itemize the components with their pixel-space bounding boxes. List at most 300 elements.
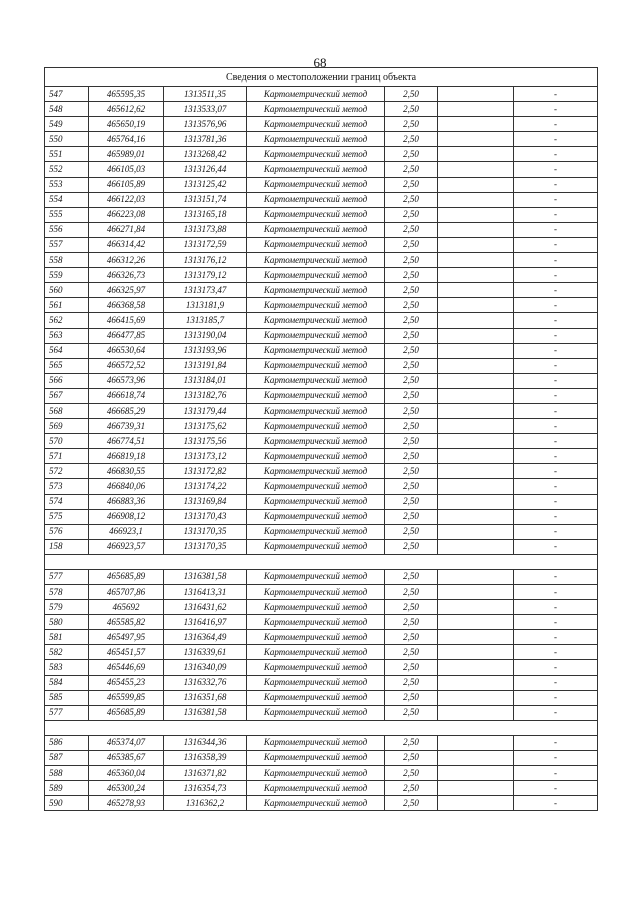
accuracy-cell: 2,50 — [385, 509, 438, 524]
note-cell: - — [514, 253, 598, 268]
point-number-cell: 589 — [45, 781, 89, 796]
table-row — [45, 237, 598, 252]
description-cell — [438, 268, 514, 283]
accuracy-cell: 2,50 — [385, 253, 438, 268]
method-cell: Картометрический метод — [247, 449, 385, 464]
table-row — [45, 268, 598, 283]
accuracy-cell: 2,50 — [385, 268, 438, 283]
x-coordinate-cell: 466325,97 — [89, 283, 164, 298]
description-cell — [438, 464, 514, 479]
y-coordinate-cell: 1316416,97 — [164, 615, 247, 630]
note-cell: - — [514, 524, 598, 539]
y-coordinate-cell: 1313173,47 — [164, 283, 247, 298]
accuracy-cell: 2,50 — [385, 600, 438, 615]
method-cell: Картометрический метод — [247, 237, 385, 252]
accuracy-cell: 2,50 — [385, 388, 438, 403]
method-cell: Картометрический метод — [247, 615, 385, 630]
x-coordinate-cell: 465599,85 — [89, 690, 164, 705]
x-coordinate-cell: 465497,95 — [89, 630, 164, 645]
y-coordinate-cell: 1313170,35 — [164, 539, 247, 554]
description-cell — [438, 766, 514, 781]
x-coordinate-cell: 466739,31 — [89, 419, 164, 434]
description-cell — [438, 132, 514, 147]
x-coordinate-cell: 465612,62 — [89, 102, 164, 117]
method-cell: Картометрический метод — [247, 343, 385, 358]
method-cell: Картометрический метод — [247, 132, 385, 147]
table-row — [45, 569, 598, 584]
y-coordinate-cell: 1313151,74 — [164, 192, 247, 207]
accuracy-cell: 2,50 — [385, 615, 438, 630]
accuracy-cell: 2,50 — [385, 117, 438, 132]
y-coordinate-cell: 1313179,12 — [164, 268, 247, 283]
description-cell — [438, 373, 514, 388]
accuracy-cell: 2,50 — [385, 298, 438, 313]
y-coordinate-cell: 1313126,44 — [164, 162, 247, 177]
y-coordinate-cell: 1313184,01 — [164, 373, 247, 388]
x-coordinate-cell: 466530,64 — [89, 343, 164, 358]
method-cell: Картометрический метод — [247, 298, 385, 313]
description-cell — [438, 117, 514, 132]
note-cell: - — [514, 660, 598, 675]
method-cell: Картометрический метод — [247, 388, 385, 403]
point-number-cell: 571 — [45, 449, 89, 464]
x-coordinate-cell: 466122,03 — [89, 192, 164, 207]
y-coordinate-cell: 1313268,42 — [164, 147, 247, 162]
description-cell — [438, 524, 514, 539]
point-number-cell: 575 — [45, 509, 89, 524]
accuracy-cell: 2,50 — [385, 419, 438, 434]
description-cell — [438, 403, 514, 418]
point-number-cell: 549 — [45, 117, 89, 132]
table-row — [45, 403, 598, 418]
accuracy-cell: 2,50 — [385, 524, 438, 539]
point-number-cell: 572 — [45, 464, 89, 479]
accuracy-cell: 2,50 — [385, 585, 438, 600]
description-cell — [438, 328, 514, 343]
description-cell — [438, 343, 514, 358]
y-coordinate-cell: 1313175,56 — [164, 434, 247, 449]
point-number-cell: 158 — [45, 539, 89, 554]
point-number-cell: 561 — [45, 298, 89, 313]
method-cell: Картометрический метод — [247, 781, 385, 796]
point-number-cell: 559 — [45, 268, 89, 283]
point-number-cell: 556 — [45, 222, 89, 237]
x-coordinate-cell: 466840,06 — [89, 479, 164, 494]
description-cell — [438, 660, 514, 675]
accuracy-cell: 2,50 — [385, 102, 438, 117]
note-cell: - — [514, 645, 598, 660]
method-cell: Картометрический метод — [247, 524, 385, 539]
x-coordinate-cell: 465595,35 — [89, 87, 164, 102]
note-cell: - — [514, 162, 598, 177]
accuracy-cell: 2,50 — [385, 207, 438, 222]
y-coordinate-cell: 1316381,58 — [164, 705, 247, 720]
table-row — [45, 298, 598, 313]
table-row — [45, 373, 598, 388]
table-row — [45, 750, 598, 765]
method-cell: Картометрический метод — [247, 705, 385, 720]
method-cell: Картометрический метод — [247, 358, 385, 373]
method-cell: Картометрический метод — [247, 373, 385, 388]
note-cell: - — [514, 132, 598, 147]
table-row — [45, 117, 598, 132]
description-cell — [438, 313, 514, 328]
point-number-cell: 553 — [45, 177, 89, 192]
x-coordinate-cell: 466573,96 — [89, 373, 164, 388]
y-coordinate-cell: 1313174,22 — [164, 479, 247, 494]
point-number-cell: 580 — [45, 615, 89, 630]
x-coordinate-cell: 466908,12 — [89, 509, 164, 524]
method-cell: Картометрический метод — [247, 283, 385, 298]
method-cell: Картометрический метод — [247, 660, 385, 675]
note-cell: - — [514, 449, 598, 464]
x-coordinate-cell: 465300,24 — [89, 781, 164, 796]
method-cell: Картометрический метод — [247, 102, 385, 117]
x-coordinate-cell: 466774,51 — [89, 434, 164, 449]
table-row — [45, 509, 598, 524]
y-coordinate-cell: 1313185,7 — [164, 313, 247, 328]
description-cell — [438, 781, 514, 796]
method-cell: Картометрический метод — [247, 766, 385, 781]
point-number-cell: 555 — [45, 207, 89, 222]
table-row — [45, 766, 598, 781]
description-cell — [438, 615, 514, 630]
point-number-cell: 585 — [45, 690, 89, 705]
y-coordinate-cell: 1313191,84 — [164, 358, 247, 373]
x-coordinate-cell: 465989,01 — [89, 147, 164, 162]
method-cell: Картометрический метод — [247, 434, 385, 449]
method-cell: Картометрический метод — [247, 585, 385, 600]
point-number-cell: 554 — [45, 192, 89, 207]
method-cell: Картометрический метод — [247, 328, 385, 343]
note-cell: - — [514, 766, 598, 781]
table-row — [45, 645, 598, 660]
point-number-cell: 590 — [45, 796, 89, 811]
method-cell: Картометрический метод — [247, 253, 385, 268]
note-cell: - — [514, 750, 598, 765]
point-number-cell: 570 — [45, 434, 89, 449]
note-cell: - — [514, 87, 598, 102]
accuracy-cell: 2,50 — [385, 132, 438, 147]
accuracy-cell: 2,50 — [385, 192, 438, 207]
accuracy-cell: 2,50 — [385, 781, 438, 796]
method-cell: Картометрический метод — [247, 268, 385, 283]
accuracy-cell: 2,50 — [385, 675, 438, 690]
accuracy-cell: 2,50 — [385, 735, 438, 750]
description-cell — [438, 750, 514, 765]
note-cell: - — [514, 147, 598, 162]
x-coordinate-cell: 466572,52 — [89, 358, 164, 373]
x-coordinate-cell: 465451,57 — [89, 645, 164, 660]
accuracy-cell: 2,50 — [385, 539, 438, 554]
note-cell: - — [514, 494, 598, 509]
note-cell: - — [514, 434, 598, 449]
note-cell: - — [514, 615, 598, 630]
note-cell: - — [514, 675, 598, 690]
note-cell: - — [514, 781, 598, 796]
x-coordinate-cell: 465692 — [89, 600, 164, 615]
table-row — [45, 585, 598, 600]
table-row — [45, 464, 598, 479]
point-number-cell: 578 — [45, 585, 89, 600]
table-row — [45, 735, 598, 750]
x-coordinate-cell: 466883,36 — [89, 494, 164, 509]
table-row — [45, 177, 598, 192]
accuracy-cell: 2,50 — [385, 328, 438, 343]
table-row — [45, 102, 598, 117]
table-title: Сведения о местоположении границ объекта — [45, 68, 598, 87]
description-cell — [438, 796, 514, 811]
x-coordinate-cell: 465707,86 — [89, 585, 164, 600]
accuracy-cell: 2,50 — [385, 162, 438, 177]
y-coordinate-cell: 1316362,2 — [164, 796, 247, 811]
note-cell: - — [514, 539, 598, 554]
method-cell: Картометрический метод — [247, 494, 385, 509]
table-row — [45, 449, 598, 464]
note-cell: - — [514, 388, 598, 403]
table-row — [45, 796, 598, 811]
method-cell: Картометрический метод — [247, 313, 385, 328]
accuracy-cell: 2,50 — [385, 177, 438, 192]
description-cell — [438, 569, 514, 584]
table-row — [45, 690, 598, 705]
point-number-cell: 576 — [45, 524, 89, 539]
y-coordinate-cell: 1316371,82 — [164, 766, 247, 781]
y-coordinate-cell: 1313179,44 — [164, 403, 247, 418]
table-row — [45, 600, 598, 615]
x-coordinate-cell: 466618,74 — [89, 388, 164, 403]
description-cell — [438, 388, 514, 403]
x-coordinate-cell: 466271,84 — [89, 222, 164, 237]
y-coordinate-cell: 1316431,62 — [164, 600, 247, 615]
note-cell: - — [514, 690, 598, 705]
x-coordinate-cell: 466477,85 — [89, 328, 164, 343]
description-cell — [438, 147, 514, 162]
accuracy-cell: 2,50 — [385, 403, 438, 418]
table-row — [45, 615, 598, 630]
table-row — [45, 419, 598, 434]
table-title-row — [45, 68, 598, 87]
table-row — [45, 222, 598, 237]
table-row — [45, 494, 598, 509]
accuracy-cell: 2,50 — [385, 705, 438, 720]
point-number-cell: 581 — [45, 630, 89, 645]
y-coordinate-cell: 1316381,58 — [164, 569, 247, 584]
x-coordinate-cell: 465685,89 — [89, 569, 164, 584]
description-cell — [438, 177, 514, 192]
y-coordinate-cell: 1313193,96 — [164, 343, 247, 358]
accuracy-cell: 2,50 — [385, 87, 438, 102]
method-cell: Картометрический метод — [247, 569, 385, 584]
table-row — [45, 388, 598, 403]
x-coordinate-cell: 466923,57 — [89, 539, 164, 554]
x-coordinate-cell: 466923,1 — [89, 524, 164, 539]
y-coordinate-cell: 1313781,36 — [164, 132, 247, 147]
x-coordinate-cell: 465650,19 — [89, 117, 164, 132]
page-number: 68 — [313, 55, 327, 70]
accuracy-cell: 2,50 — [385, 222, 438, 237]
note-cell: - — [514, 328, 598, 343]
accuracy-cell: 2,50 — [385, 479, 438, 494]
table-row — [45, 343, 598, 358]
point-number-cell: 577 — [45, 705, 89, 720]
y-coordinate-cell: 1316354,73 — [164, 781, 247, 796]
point-number-cell: 562 — [45, 313, 89, 328]
x-coordinate-cell: 465455,23 — [89, 675, 164, 690]
table-row — [45, 630, 598, 645]
x-coordinate-cell: 465446,69 — [89, 660, 164, 675]
table-row — [45, 147, 598, 162]
accuracy-cell: 2,50 — [385, 690, 438, 705]
accuracy-cell: 2,50 — [385, 343, 438, 358]
description-cell — [438, 253, 514, 268]
point-number-cell: 574 — [45, 494, 89, 509]
table-row — [45, 358, 598, 373]
note-cell: - — [514, 283, 598, 298]
method-cell: Картометрический метод — [247, 750, 385, 765]
description-cell — [438, 192, 514, 207]
description-cell — [438, 645, 514, 660]
point-number-cell: 558 — [45, 253, 89, 268]
y-coordinate-cell: 1313169,84 — [164, 494, 247, 509]
description-cell — [438, 509, 514, 524]
note-cell: - — [514, 117, 598, 132]
x-coordinate-cell: 465385,67 — [89, 750, 164, 765]
description-cell — [438, 162, 514, 177]
note-cell: - — [514, 796, 598, 811]
method-cell: Картометрический метод — [247, 162, 385, 177]
table-row — [45, 328, 598, 343]
point-number-cell: 547 — [45, 87, 89, 102]
description-cell — [438, 358, 514, 373]
point-number-cell: 587 — [45, 750, 89, 765]
note-cell: - — [514, 403, 598, 418]
note-cell: - — [514, 630, 598, 645]
point-number-cell: 582 — [45, 645, 89, 660]
accuracy-cell: 2,50 — [385, 750, 438, 765]
y-coordinate-cell: 1316364,49 — [164, 630, 247, 645]
description-cell — [438, 630, 514, 645]
point-number-cell: 588 — [45, 766, 89, 781]
description-cell — [438, 237, 514, 252]
point-number-cell: 560 — [45, 283, 89, 298]
x-coordinate-cell: 465685,89 — [89, 705, 164, 720]
method-cell: Картометрический метод — [247, 539, 385, 554]
table-row — [45, 283, 598, 298]
point-number-cell: 563 — [45, 328, 89, 343]
note-cell: - — [514, 222, 598, 237]
note-cell: - — [514, 343, 598, 358]
y-coordinate-cell: 1313165,18 — [164, 207, 247, 222]
description-cell — [438, 283, 514, 298]
y-coordinate-cell: 1313511,35 — [164, 87, 247, 102]
accuracy-cell: 2,50 — [385, 373, 438, 388]
description-cell — [438, 600, 514, 615]
point-number-cell: 569 — [45, 419, 89, 434]
point-number-cell: 557 — [45, 237, 89, 252]
table-row — [45, 207, 598, 222]
accuracy-cell: 2,50 — [385, 766, 438, 781]
note-cell: - — [514, 358, 598, 373]
y-coordinate-cell: 1316358,39 — [164, 750, 247, 765]
point-number-cell: 551 — [45, 147, 89, 162]
method-cell: Картометрический метод — [247, 147, 385, 162]
y-coordinate-cell: 1313175,62 — [164, 419, 247, 434]
point-number-cell: 568 — [45, 403, 89, 418]
y-coordinate-cell: 1313125,42 — [164, 177, 247, 192]
table-row — [45, 313, 598, 328]
x-coordinate-cell: 465278,93 — [89, 796, 164, 811]
accuracy-cell: 2,50 — [385, 494, 438, 509]
accuracy-cell: 2,50 — [385, 660, 438, 675]
y-coordinate-cell: 1313172,82 — [164, 464, 247, 479]
method-cell: Картометрический метод — [247, 796, 385, 811]
note-cell: - — [514, 177, 598, 192]
y-coordinate-cell: 1313170,43 — [164, 509, 247, 524]
x-coordinate-cell: 465374,07 — [89, 735, 164, 750]
method-cell: Картометрический метод — [247, 117, 385, 132]
method-cell: Картометрический метод — [247, 403, 385, 418]
y-coordinate-cell: 1313181,9 — [164, 298, 247, 313]
method-cell: Картометрический метод — [247, 675, 385, 690]
method-cell: Картометрический метод — [247, 479, 385, 494]
note-cell: - — [514, 207, 598, 222]
point-number-cell: 548 — [45, 102, 89, 117]
description-cell — [438, 675, 514, 690]
description-cell — [438, 539, 514, 554]
x-coordinate-cell: 466223,08 — [89, 207, 164, 222]
accuracy-cell: 2,50 — [385, 464, 438, 479]
point-number-cell: 566 — [45, 373, 89, 388]
description-cell — [438, 207, 514, 222]
y-coordinate-cell: 1313533,07 — [164, 102, 247, 117]
x-coordinate-cell: 466105,03 — [89, 162, 164, 177]
point-number-cell: 583 — [45, 660, 89, 675]
table-row — [45, 162, 598, 177]
group-separator-row — [45, 554, 598, 569]
table-row — [45, 192, 598, 207]
y-coordinate-cell: 1313176,12 — [164, 253, 247, 268]
table-row — [45, 479, 598, 494]
y-coordinate-cell: 1316340,09 — [164, 660, 247, 675]
accuracy-cell: 2,50 — [385, 630, 438, 645]
accuracy-cell: 2,50 — [385, 358, 438, 373]
point-number-cell: 586 — [45, 735, 89, 750]
method-cell: Картометрический метод — [247, 419, 385, 434]
method-cell: Картометрический метод — [247, 177, 385, 192]
description-cell — [438, 222, 514, 237]
accuracy-cell: 2,50 — [385, 434, 438, 449]
method-cell: Картометрический метод — [247, 87, 385, 102]
y-coordinate-cell: 1316413,31 — [164, 585, 247, 600]
y-coordinate-cell: 1316339,61 — [164, 645, 247, 660]
x-coordinate-cell: 465585,82 — [89, 615, 164, 630]
y-coordinate-cell: 1313182,76 — [164, 388, 247, 403]
table-row — [45, 675, 598, 690]
table-row — [45, 253, 598, 268]
y-coordinate-cell: 1313173,12 — [164, 449, 247, 464]
table-row — [45, 660, 598, 675]
method-cell: Картометрический метод — [247, 192, 385, 207]
table-row — [45, 87, 598, 102]
y-coordinate-cell: 1313170,35 — [164, 524, 247, 539]
note-cell: - — [514, 509, 598, 524]
table-row — [45, 434, 598, 449]
accuracy-cell: 2,50 — [385, 796, 438, 811]
description-cell — [438, 494, 514, 509]
accuracy-cell: 2,50 — [385, 237, 438, 252]
point-number-cell: 550 — [45, 132, 89, 147]
